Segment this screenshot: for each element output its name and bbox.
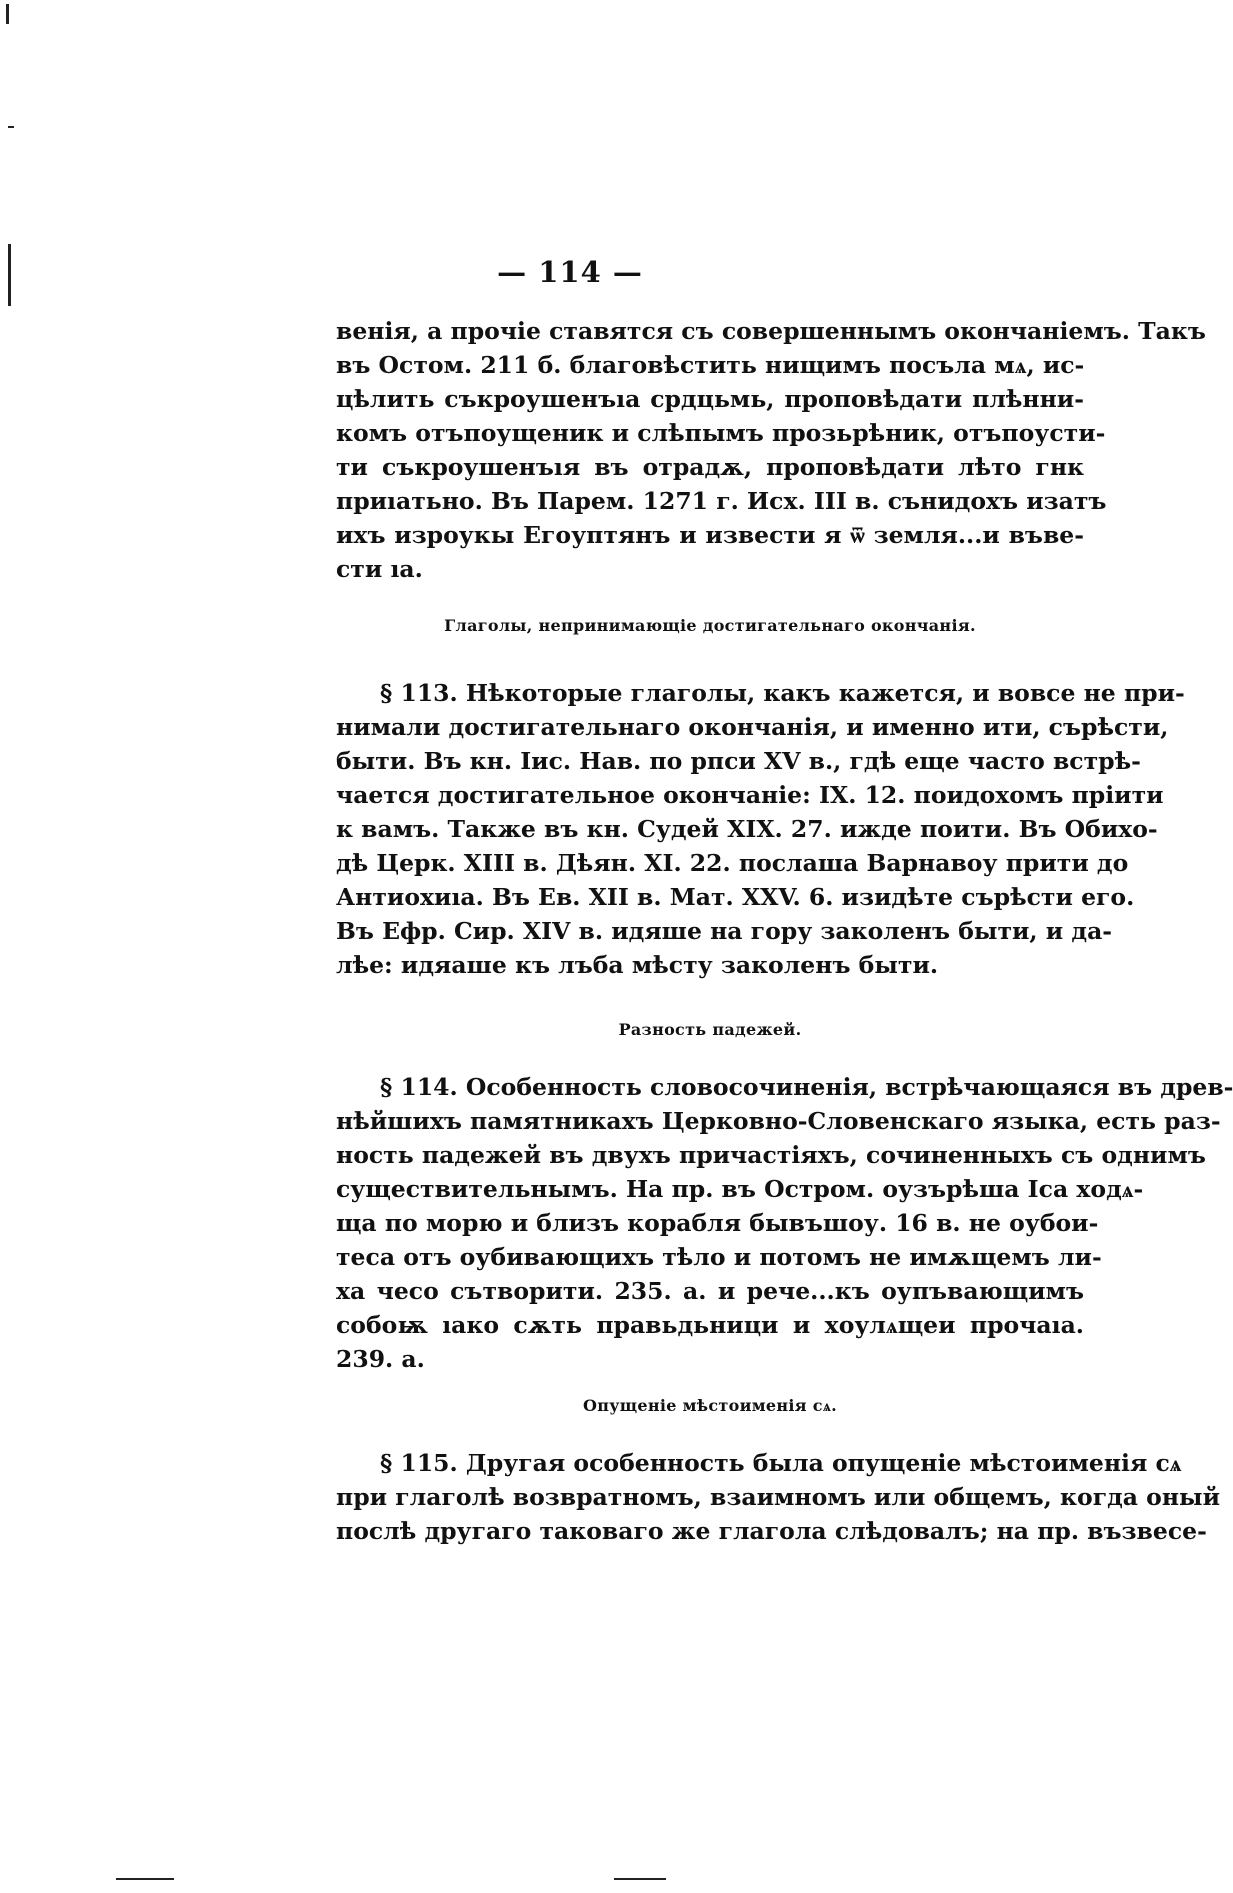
text-line: § 113. Нѣкоторые глаголы, какъ кажется, и вовсе не при- — [380, 679, 1185, 707]
text-line: быти. Въ кн. Іис. Нав. по рпси XV в., гдѣ еще часто встрѣ- — [336, 747, 1141, 775]
text-line: существительнымъ. На пр. въ Остром. оузърѣша Іса ходѧ- — [336, 1175, 1144, 1203]
text-line: дѣ Церк. XIII в. Дѣян. XI. 22. послаша Варнавоу прити до — [336, 849, 1129, 877]
text-line: § 114. Особенность словосочиненія, встрѣчающаяся въ древ- — [380, 1073, 1233, 1101]
section-heading: Глаголы, непринимающіе достигательнаго окончанія. — [444, 616, 976, 635]
paragraph-114 — [336, 1070, 1233, 1376]
scan-mark-bottom-mid — [614, 1878, 666, 1880]
text-line: к вамъ. Также въ кн. Судей XIX. 27. ижде поити. Въ Обихо- — [336, 815, 1158, 843]
text-line: собоѭ ıако сѫть правьдьници и хоулѧщеи прочаıа. — [336, 1311, 1084, 1339]
text-line: комъ отъпоущеник и слѣпымъ прозьрѣник, отъпоусти- — [336, 419, 1106, 447]
text-line: теса отъ оубивающихъ тѣло и потомъ не имѫщемъ ли- — [336, 1243, 1102, 1271]
text-line: Антиохиıа. Въ Ев. XII в. Мат. XXV. 6. изидѣте сърѣсти его. — [336, 883, 1135, 911]
text-line: ща по морю и близъ корабля бывъшоу. 16 в. не оубои- — [336, 1209, 1099, 1237]
scan-mark-left-small — [8, 126, 14, 128]
text-line: послѣ другаго таковаго же глагола слѣдовалъ; на пр. възвесе- — [336, 1517, 1207, 1545]
text-line: въ Остом. 211 б. благовѣстить нищимъ посъла мѧ, ис- — [336, 351, 1085, 379]
text-line: ха чесо сътворити. 235. а. и рече...къ оупъвающимъ — [336, 1277, 1084, 1305]
text-line: чается достигательное окончаніе: IX. 12. поидохомъ пріити — [336, 781, 1164, 809]
scan-mark-bottom — [116, 1878, 174, 1880]
section-heading: Разность падежей. — [618, 1020, 802, 1039]
text-line: Въ Ефр. Сир. XIV в. идяше на гору заколенъ быти, и да- — [336, 917, 1113, 945]
text-line: лѣе: идяаше къ лъба мѣсту заколенъ быти. — [336, 951, 939, 979]
paragraph-115 — [336, 1446, 1221, 1548]
text-line: цѣлить съкроушенъıа срдцьмь, проповѣдати плѣнни- — [336, 385, 1084, 413]
text-line: нимали достигательнаго окончанія, и именно ити, сърѣсти, — [336, 713, 1169, 741]
text-line: приıатьно. Въ Парем. 1271 г. Исх. III в. сънидохъ изатъ — [336, 487, 1107, 515]
text-line: венія, а прочіе ставятся съ совершеннымъ окончаніемъ. Такъ — [336, 317, 1206, 345]
section-heading: Опущеніе мѣстоименія сѧ. — [582, 1396, 838, 1415]
paragraph-continuation — [336, 314, 1206, 586]
text-line: ти съкроушенъıя въ отрадѫ, проповѣдати лѣто гнк — [336, 453, 1084, 481]
page-number: — 114 — — [497, 255, 643, 289]
text-line: ность падежей въ двухъ причастіяхъ, сочиненныхъ съ однимъ — [336, 1141, 1206, 1169]
scan-mark-top-left — [6, 4, 9, 24]
text-line: нѣйшихъ памятникахъ Церковно-Словенскаго языка, есть раз- — [336, 1107, 1221, 1135]
text-line: сти ıа. — [336, 555, 423, 583]
text-line: ихъ изроукы Егоуптянъ и извести я ѿ земля...и въве- — [336, 521, 1084, 549]
text-line: 239. а. — [336, 1345, 425, 1373]
text-line: § 115. Другая особенность была опущеніе мѣстоименія сѧ — [380, 1449, 1182, 1477]
paragraph-113 — [336, 676, 1185, 982]
text-line: при глаголѣ возвратномъ, взаимномъ или общемъ, когда оный — [336, 1483, 1221, 1511]
